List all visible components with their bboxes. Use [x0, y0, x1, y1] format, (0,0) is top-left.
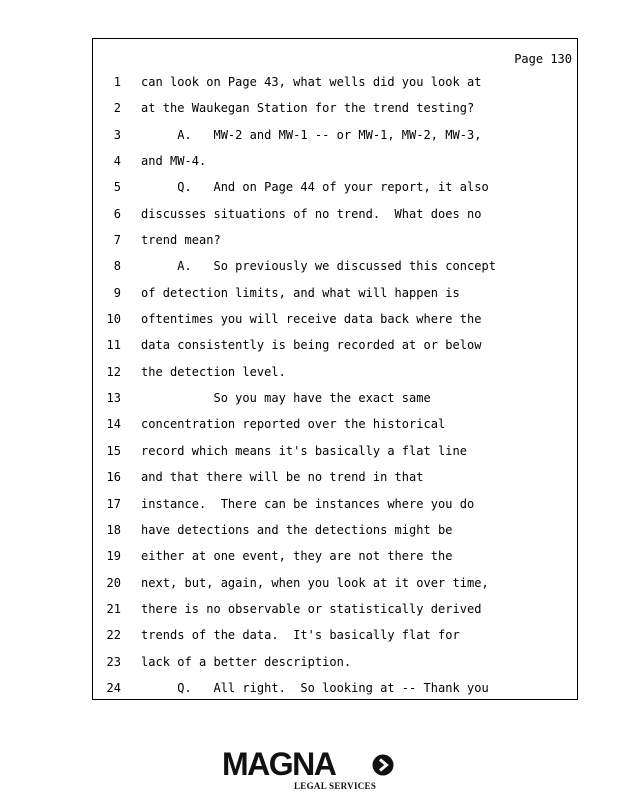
transcript-line [93, 259, 577, 285]
transcript-line [93, 154, 577, 180]
logo-wordmark: MAGNA [222, 746, 336, 782]
transcript-line [93, 417, 577, 443]
transcript-lines [93, 75, 577, 707]
line-number: 8 [113, 259, 121, 274]
transcript-line [93, 470, 577, 496]
page-number: Page 130 [514, 52, 572, 66]
line-text: instance. There can be instances where you do [141, 496, 475, 511]
line-number: 3 [113, 127, 121, 142]
line-text: the detection level. [141, 364, 286, 379]
line-text: and MW-4. [141, 154, 207, 169]
line-number: 23 [106, 654, 121, 669]
line-text: record which means it's basically a flat line [141, 443, 468, 458]
line-number: 17 [106, 496, 121, 511]
line-text: So you may have the exact same [141, 391, 431, 406]
transcript-line [93, 286, 577, 312]
line-text: have detections and the detections might be [141, 522, 453, 537]
line-number: 14 [106, 417, 121, 432]
transcript-line [93, 444, 577, 470]
line-text: at the Waukegan Station for the trend testing? [141, 101, 475, 116]
line-number: 2 [113, 101, 121, 116]
transcript-line [93, 75, 577, 101]
magna-logo [222, 746, 402, 794]
transcript-line [93, 101, 577, 127]
line-number: 5 [113, 180, 121, 195]
line-text: Q. And on Page 44 of your report, it also [141, 180, 489, 195]
line-number: 20 [106, 575, 121, 590]
line-number: 22 [106, 628, 121, 643]
transcript-line [93, 523, 577, 549]
line-text: trend mean? [141, 233, 221, 248]
transcript-line [93, 312, 577, 338]
transcript-line [93, 391, 577, 417]
transcript-line [93, 576, 577, 602]
transcript-line [93, 180, 577, 206]
line-number: 21 [106, 601, 121, 616]
transcript-page [92, 38, 578, 700]
transcript-line [93, 497, 577, 523]
line-number: 24 [106, 680, 121, 695]
line-number: 12 [106, 364, 121, 379]
transcript-line [93, 233, 577, 259]
transcript-line [93, 338, 577, 364]
line-number: 10 [106, 312, 121, 327]
line-number: 7 [113, 233, 121, 248]
line-text: discusses situations of no trend. What does no [141, 206, 482, 221]
line-number: 6 [113, 206, 121, 221]
line-text: there is no observable or statistically derived [141, 601, 482, 616]
line-text: concentration reported over the historical [141, 417, 446, 432]
line-text: next, but, again, when you look at it over time, [141, 575, 489, 590]
line-text: trends of the data. It's basically flat for [141, 628, 460, 643]
line-text: A. So previously we discussed this concept [141, 259, 496, 274]
line-number: 18 [106, 522, 121, 537]
line-number: 11 [106, 338, 121, 353]
transcript-line [93, 681, 577, 707]
chevron-right-circle-icon [372, 754, 394, 776]
line-number: 16 [106, 470, 121, 485]
line-number: 1 [113, 75, 121, 89]
line-number: 15 [106, 443, 121, 458]
transcript-line [93, 628, 577, 654]
line-number: 13 [106, 391, 121, 406]
line-text: data consistently is being recorded at or below [141, 338, 482, 353]
logo-subtitle: LEGAL SERVICES [294, 781, 377, 791]
line-text: and that there will be no trend in that [141, 470, 424, 485]
line-text: Q. All right. So looking at -- Thank you [141, 680, 489, 695]
transcript-line [93, 128, 577, 154]
line-number: 9 [113, 285, 121, 300]
line-text: of detection limits, and what will happen is [141, 285, 460, 300]
line-text: oftentimes you will receive data back where the [141, 312, 482, 327]
line-text: lack of a better description. [141, 654, 352, 669]
transcript-line [93, 549, 577, 575]
transcript-line [93, 655, 577, 681]
line-number: 19 [106, 549, 121, 564]
transcript-line [93, 207, 577, 233]
line-text: either at one event, they are not there the [141, 549, 453, 564]
line-number: 4 [113, 154, 121, 169]
line-text: can look on Page 43, what wells did you look at [141, 75, 482, 89]
transcript-line [93, 602, 577, 628]
line-text: A. MW-2 and MW-1 -- or MW-1, MW-2, MW-3, [141, 127, 482, 142]
transcript-line [93, 365, 577, 391]
